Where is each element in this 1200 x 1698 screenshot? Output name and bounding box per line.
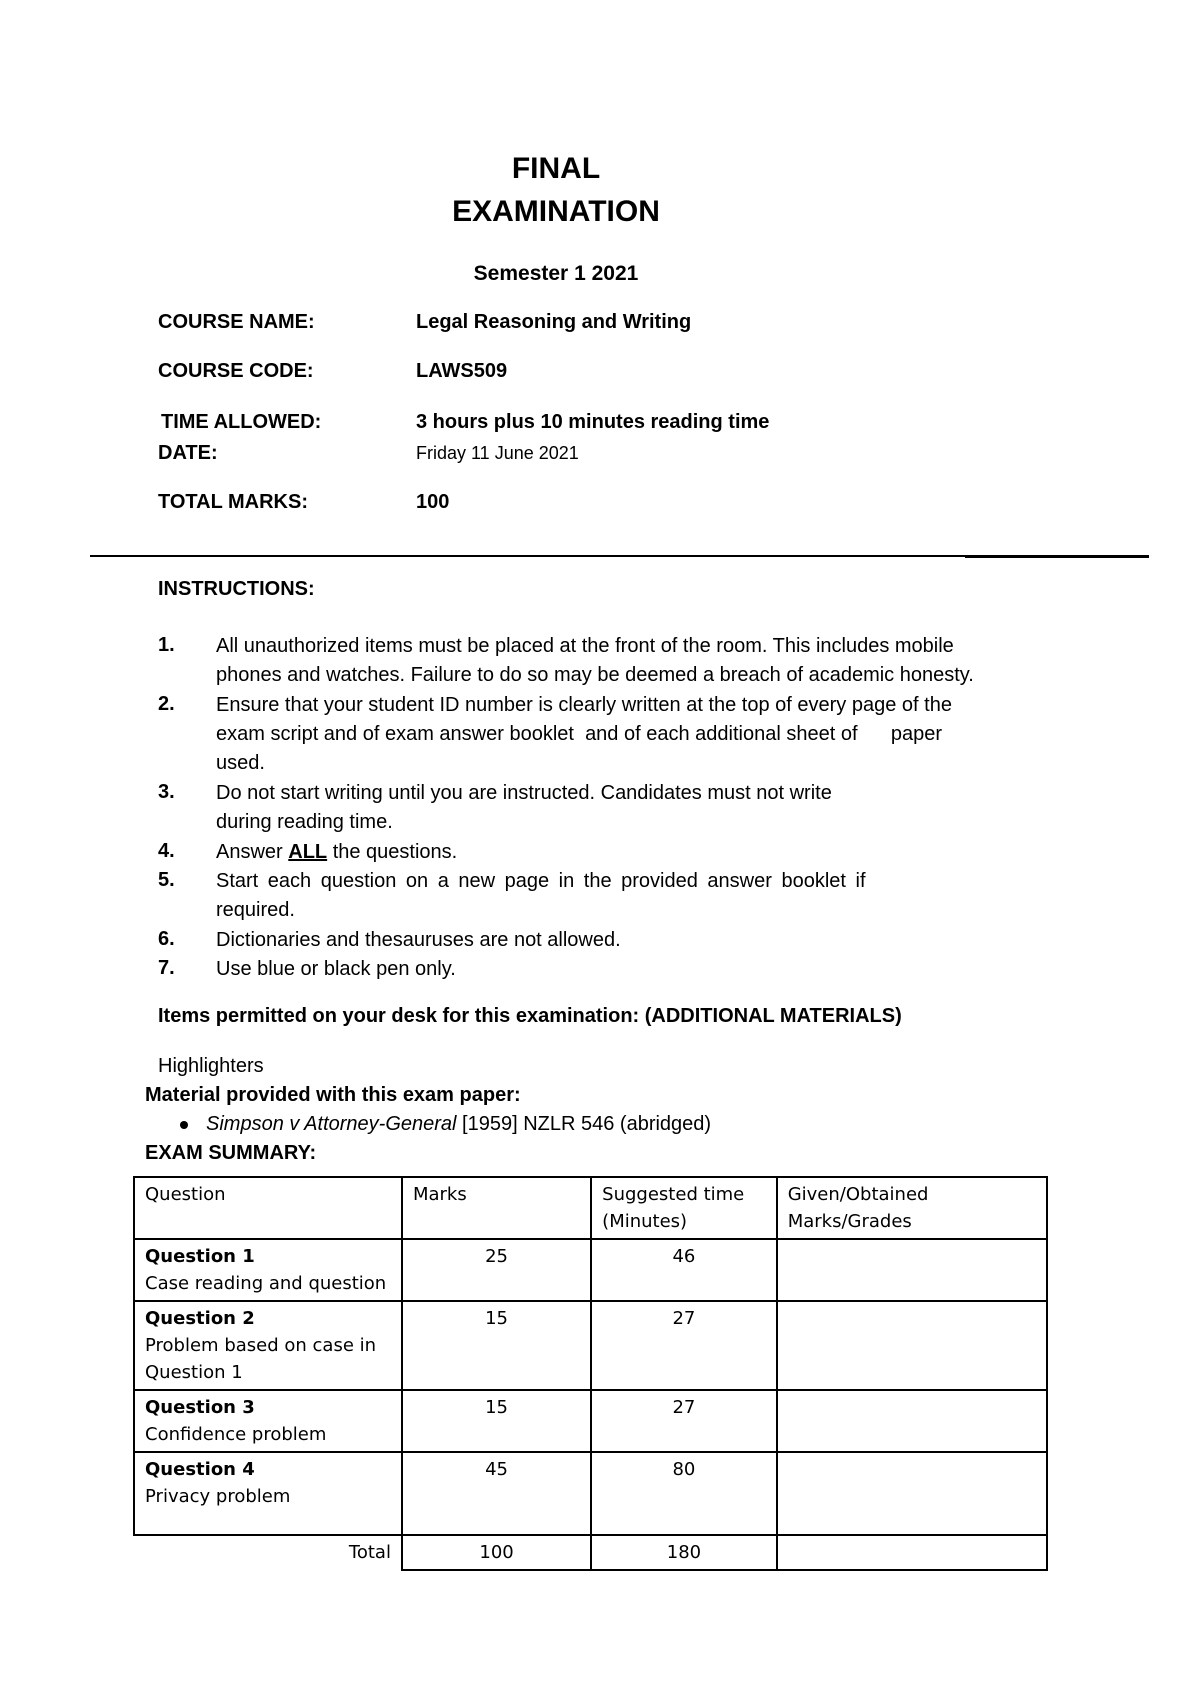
marks-cell: 15 xyxy=(402,1390,591,1452)
total-time-cell: 180 xyxy=(591,1535,777,1570)
table-row xyxy=(134,1452,1047,1535)
given-marks-cell[interactable] xyxy=(777,1390,1047,1452)
instruction-number: 2. xyxy=(158,693,175,715)
bullet-icon xyxy=(180,1121,188,1129)
course-code-label: COURSE CODE: xyxy=(158,360,314,382)
question-title: Question 1 xyxy=(145,1246,255,1267)
instruction-number: 6. xyxy=(158,928,175,950)
time-allowed-label: TIME ALLOWED: xyxy=(161,411,322,433)
instruction-7: Use blue or black pen only. xyxy=(216,958,456,980)
instruction-1 xyxy=(216,632,974,690)
material-heading: Material provided with this exam paper: xyxy=(145,1084,521,1106)
instruction-2-line-1: Ensure that your student ID number is clearly written at the top of every page of the xyxy=(216,694,952,716)
question-cell xyxy=(134,1452,402,1535)
instruction-3-line-1: Do not start writing until you are instructed. Candidates must not write xyxy=(216,782,832,804)
total-marks-value: 100 xyxy=(416,491,450,513)
marks-cell: 15 xyxy=(402,1301,591,1390)
summary-heading: EXAM SUMMARY: xyxy=(145,1142,317,1164)
date-label: DATE: xyxy=(158,442,218,464)
instruction-2 xyxy=(216,691,1056,778)
total-label: Total xyxy=(348,1542,391,1563)
question-title: Question 3 xyxy=(145,1397,255,1418)
instruction-4 xyxy=(216,838,457,867)
question-desc: Problem based on case in Question 1 xyxy=(145,1335,377,1383)
course-code-value: LAWS509 xyxy=(416,360,508,382)
table-row xyxy=(134,1301,1047,1390)
question-cell xyxy=(134,1301,402,1390)
total-given-cell[interactable] xyxy=(777,1535,1047,1570)
instructions-heading: INSTRUCTIONS: xyxy=(158,578,315,600)
instruction-2-line-2: exam script and of exam answer booklet and of each additional sheet of paper xyxy=(216,723,942,745)
instruction-number: 4. xyxy=(158,840,175,862)
header-suggested-time: Suggested time (Minutes) xyxy=(591,1177,777,1239)
instruction-1-line-1: All unauthorized items must be placed at the front of the room. This includes mobile xyxy=(216,635,954,657)
time-allowed-value: 3 hours plus 10 minutes reading time xyxy=(416,411,770,433)
total-marks-label: TOTAL MARKS: xyxy=(158,491,308,513)
instruction-6: Dictionaries and thesauruses are not allowed. xyxy=(216,929,621,951)
question-desc: Case reading and question xyxy=(145,1273,387,1294)
instruction-number: 1. xyxy=(158,634,175,656)
table-header-row xyxy=(134,1177,1047,1239)
course-name-value: Legal Reasoning and Writing xyxy=(416,311,692,333)
semester: Semester 1 2021 xyxy=(473,262,639,285)
permitted-heading: Items permitted on your desk for this examination: (ADDITIONAL MATERIALS) xyxy=(158,1005,902,1027)
time-cell: 27 xyxy=(591,1301,777,1390)
instruction-number: 5. xyxy=(158,869,175,891)
instruction-number: 7. xyxy=(158,957,175,979)
instruction-number: 3. xyxy=(158,781,175,803)
table-row xyxy=(134,1390,1047,1452)
instruction-5-line-1: Start each question on a new page in the provided answer booklet if xyxy=(216,870,866,892)
question-cell xyxy=(134,1390,402,1452)
divider-line-accent xyxy=(965,555,1149,558)
date-value: Friday 11 June 2021 xyxy=(416,443,579,463)
given-marks-cell[interactable] xyxy=(777,1301,1047,1390)
table-row xyxy=(134,1239,1047,1301)
instruction-5-line-2: required. xyxy=(216,899,295,921)
time-cell: 80 xyxy=(591,1452,777,1535)
title-line-2: EXAMINATION xyxy=(452,195,660,228)
instruction-4-emphasis: ALL xyxy=(288,841,328,863)
marks-cell: 25 xyxy=(402,1239,591,1301)
question-desc: Confidence problem xyxy=(145,1424,327,1445)
material-bullet xyxy=(180,1113,711,1136)
permitted-item: Highlighters xyxy=(158,1055,264,1077)
instruction-5 xyxy=(216,867,866,925)
question-desc: Privacy problem xyxy=(145,1486,291,1507)
time-cell: 46 xyxy=(591,1239,777,1301)
question-title: Question 4 xyxy=(145,1459,255,1480)
instruction-4-post: the questions. xyxy=(327,841,458,863)
instruction-3-line-2: during reading time. xyxy=(216,811,393,833)
header-marks: Marks xyxy=(402,1177,591,1239)
marks-cell: 45 xyxy=(402,1452,591,1535)
header-given-marks: Given/Obtained Marks/Grades xyxy=(777,1177,1047,1239)
table-total-row xyxy=(134,1535,1047,1570)
case-name: Simpson v Attorney-General xyxy=(206,1113,457,1135)
instruction-3 xyxy=(216,779,832,837)
total-marks-cell: 100 xyxy=(402,1535,591,1570)
title-line-1: FINAL xyxy=(511,152,601,185)
instruction-2-line-3: used. xyxy=(216,752,265,774)
header-question: Question xyxy=(134,1177,402,1239)
given-marks-cell[interactable] xyxy=(777,1239,1047,1301)
given-marks-cell[interactable] xyxy=(777,1452,1047,1535)
instruction-4-pre: Answer xyxy=(216,841,289,863)
course-name-label: COURSE NAME: xyxy=(158,311,315,333)
exam-summary-table xyxy=(133,1176,1048,1571)
question-title: Question 2 xyxy=(145,1308,255,1329)
time-cell: 27 xyxy=(591,1390,777,1452)
case-citation: [1959] NZLR 546 (abridged) xyxy=(456,1113,712,1135)
instruction-1-line-2: phones and watches. Failure to do so may be deemed a breach of academic honesty. xyxy=(216,664,974,686)
question-cell xyxy=(134,1239,402,1301)
